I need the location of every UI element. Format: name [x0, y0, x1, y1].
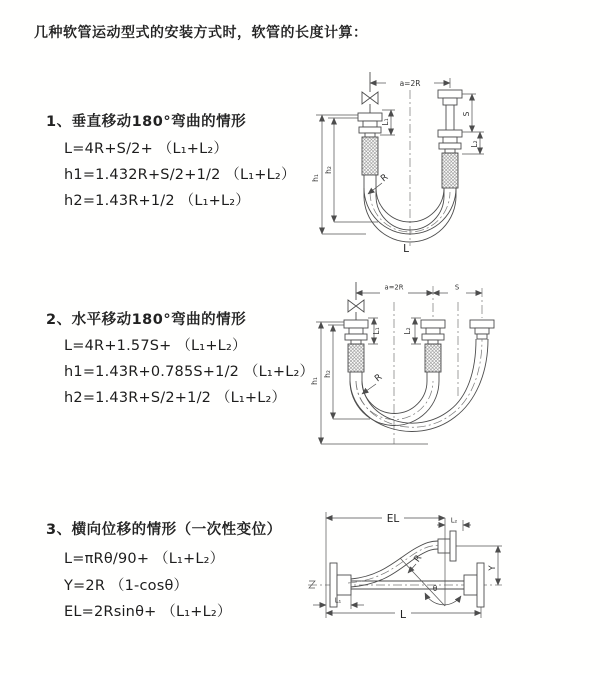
valve-icon [348, 300, 364, 312]
valve-icon [362, 92, 378, 104]
section2-formula-L: L=4R+1.57S+ （L₁+L₂） [64, 338, 247, 354]
flange-top [438, 531, 456, 561]
dim-h1-label: h₁ [310, 377, 319, 385]
section1-heading: 1、垂直移动180°弯曲的情形 [46, 114, 247, 130]
braided-hose-section [348, 344, 364, 372]
dim-stroke-label: S [454, 283, 460, 292]
section1-formula-h1: h1=1.432R+S/2+1/2 （L₁+L₂） [64, 167, 296, 183]
length-label: L [403, 243, 409, 255]
flange-fitting-right-bottom [438, 130, 462, 153]
braided-hose-section [362, 137, 378, 175]
section3-formula-Y: Y=2R （1-cosθ） [64, 578, 189, 594]
dim-h2-label: h₂ [324, 166, 333, 174]
dim-L2-label: L₂ [403, 327, 412, 335]
section2-heading: 2、水平移动180°弯曲的情形 [46, 312, 247, 328]
diagram-lateral-displacement [298, 498, 600, 654]
section3-formula-L: L=πRθ/90+ （L₁+L₂） [64, 551, 225, 567]
radius-label: R [373, 372, 385, 385]
section3-heading: 3、横向位移的情形（一次性变位） [46, 522, 282, 538]
flange-fitting-left [344, 320, 368, 344]
angle-label: θ [432, 584, 438, 593]
braided-hose-section [425, 344, 441, 372]
hose-displaced [351, 541, 438, 579]
flange-fitting-left [358, 113, 382, 137]
dim-L1-label: L₁ [381, 118, 390, 126]
radius-label: R [412, 553, 425, 565]
diagram-horizontal-180-bend [300, 276, 600, 466]
section3-formula-EL: EL=2Rsinθ+ （L₁+L₂） [64, 604, 232, 620]
dim-L1-label: L₁ [334, 596, 342, 605]
angle-arc [425, 593, 461, 605]
radius-line [400, 558, 445, 606]
centerline-break-mark [309, 581, 315, 588]
dim-L1-label: L₁ [372, 327, 381, 335]
section1-formula-L: L=4R+S/2+ （L₁+L₂） [64, 141, 229, 157]
dim-L2-label: L₂ [450, 516, 458, 525]
section2-formula-h1: h1=1.43R+0.785S+1/2 （L₁+L₂） [64, 364, 315, 380]
dim-h1-label: h₁ [311, 174, 320, 182]
dim-Y-label: Y [488, 565, 498, 571]
radius-label: R [379, 172, 391, 185]
diagram-vertical-180-bend [300, 68, 600, 260]
section2-formula-h2: h2=1.43R+S/2+1/2 （L₁+L₂） [64, 390, 287, 406]
flange-fitting-right [470, 320, 494, 339]
dim-span-label: a=2R [399, 79, 421, 88]
dim-h2-label: h₂ [323, 370, 332, 378]
dim-EL-label: EL [386, 513, 400, 525]
section1-formula-h2: h2=1.43R+1/2 （L₁+L₂） [64, 193, 250, 209]
dim-span-label: a=2R [384, 283, 404, 292]
dim-L2-label: L₂ [470, 140, 479, 148]
flange-fitting-right-top [438, 90, 462, 105]
dim-S-label: S [462, 111, 471, 117]
braided-hose-section [442, 153, 458, 188]
page-title: 几种软管运动型式的安装方式时，软管的长度计算： [34, 25, 368, 41]
flange-right [464, 563, 484, 607]
dim-L-label: L [399, 608, 407, 621]
flange-fitting-middle [421, 320, 445, 344]
